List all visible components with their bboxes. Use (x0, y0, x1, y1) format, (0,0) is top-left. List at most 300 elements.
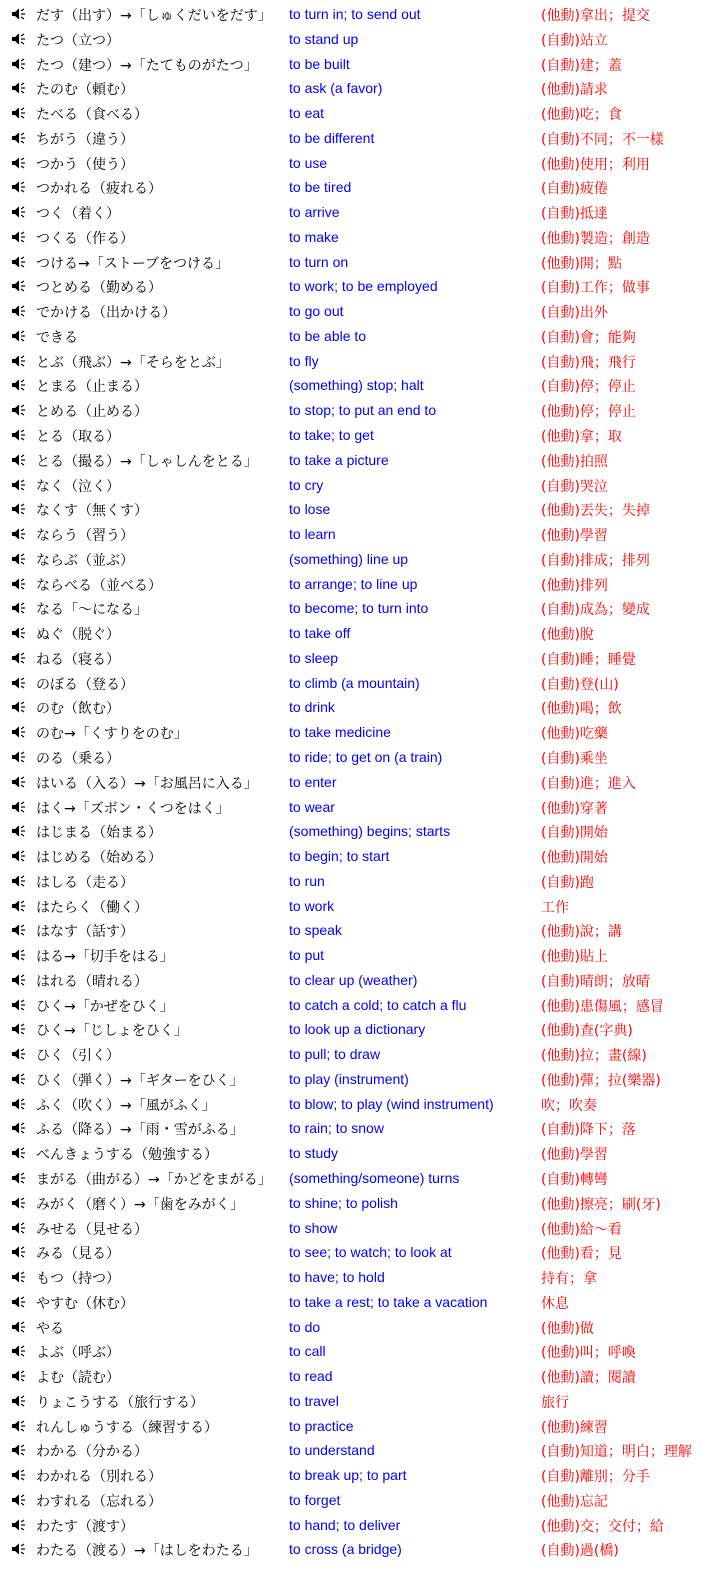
japanese-word: やる (36, 1320, 64, 1337)
english-meaning: to speak (289, 922, 342, 939)
vocab-row (0, 1438, 720, 1463)
japanese-word: つくる（作る） (36, 230, 134, 247)
speaker-icon[interactable] (11, 1245, 27, 1259)
speaker-icon[interactable] (11, 180, 27, 194)
speaker-icon[interactable] (11, 502, 27, 516)
english-meaning: to cross (a bridge) (289, 1541, 402, 1558)
english-meaning: to become; to turn into (289, 600, 429, 617)
chinese-meaning: (他動)開；點 (541, 255, 622, 272)
english-meaning: to take medicine (289, 724, 391, 741)
english-meaning: to run (289, 872, 325, 889)
chinese-meaning: 持有；拿 (541, 1271, 597, 1288)
vocab-row (0, 1315, 720, 1340)
japanese-word: のぼる（登る） (36, 676, 134, 693)
speaker-icon[interactable] (11, 676, 27, 690)
english-meaning: to use (289, 154, 328, 171)
chinese-meaning: (自動)轉彎 (541, 1171, 608, 1188)
chinese-meaning: (他動)請求 (541, 82, 608, 99)
vocab-row (0, 299, 720, 324)
english-meaning: to take a rest; to take a vacation (289, 1293, 488, 1310)
english-meaning: to ask (a favor) (289, 80, 383, 97)
speaker-icon[interactable] (11, 1493, 27, 1507)
chinese-meaning: (他動)排列 (541, 577, 608, 594)
english-meaning: to be tired (289, 179, 352, 196)
chinese-meaning: (自動)登(山) (541, 676, 619, 693)
speaker-icon[interactable] (11, 106, 27, 120)
vocab-row (0, 2, 720, 27)
vocab-row (0, 398, 720, 423)
speaker-icon[interactable] (11, 1221, 27, 1235)
vocab-row (0, 596, 720, 621)
japanese-word: はく→「ズボン・くつをはく」 (36, 800, 230, 817)
english-meaning: to clear up (weather) (289, 971, 418, 988)
english-meaning: to stand up (289, 30, 359, 47)
japanese-word: よぶ（呼ぶ） (36, 1345, 120, 1362)
speaker-icon[interactable] (11, 403, 27, 417)
japanese-word: みがく（磨く）→「歯をみがく」 (36, 1196, 244, 1213)
japanese-word: ちがう（違う） (36, 131, 134, 148)
english-meaning: to wear (289, 798, 335, 815)
english-meaning: to catch a cold; to catch a flu (289, 996, 467, 1013)
japanese-word: やすむ（休む） (36, 1295, 134, 1312)
chinese-meaning: (自動)會；能夠 (541, 329, 636, 346)
japanese-word: でかける（出かける） (36, 305, 176, 322)
speaker-icon[interactable] (11, 7, 27, 21)
english-meaning: to stop; to put an end to (289, 402, 437, 419)
chinese-meaning: (他動)叫；呼喚 (541, 1345, 636, 1362)
speaker-icon[interactable] (11, 1047, 27, 1061)
vocab-row (0, 1092, 720, 1117)
japanese-word: はる→「切手をはる」 (36, 949, 174, 966)
vocab-row (0, 1216, 720, 1241)
japanese-word: ならぶ（並ぶ） (36, 552, 134, 569)
speaker-icon[interactable] (11, 1270, 27, 1284)
chinese-meaning: (他動)拉；畫(線) (541, 1048, 647, 1065)
english-meaning: to do (289, 1318, 321, 1335)
speaker-icon[interactable] (11, 428, 27, 442)
english-meaning: to work; to be employed (289, 278, 438, 295)
speaker-icon[interactable] (11, 1072, 27, 1086)
chinese-meaning: (自動)站立 (541, 32, 608, 49)
japanese-word: ねる（寝る） (36, 651, 120, 668)
english-meaning: to rain; to snow (289, 1120, 384, 1137)
english-meaning: to have; to hold (289, 1269, 385, 1286)
japanese-word: はじめる（始める） (36, 850, 162, 867)
chinese-meaning: (自動)知道；明白；理解 (541, 1444, 692, 1461)
japanese-word: りょこうする（旅行する） (36, 1394, 204, 1411)
speaker-icon[interactable] (11, 750, 27, 764)
japanese-word: ならべる（並べる） (36, 577, 162, 594)
japanese-word: ひく→「じしょをひく」 (36, 1023, 188, 1040)
english-meaning: to cry (289, 476, 324, 493)
japanese-word: わかる（分かる） (36, 1444, 148, 1461)
chinese-meaning: (自動)過(橋) (541, 1543, 619, 1560)
japanese-word: ひく（弾く）→「ギターをひく」 (36, 1072, 244, 1089)
english-meaning: to work (289, 897, 335, 914)
english-meaning: to lose (289, 501, 331, 518)
english-meaning: to take; to get (289, 427, 374, 444)
japanese-word: とる（撮る）→「しゃしんをとる」 (36, 453, 258, 470)
vocab-row (0, 993, 720, 1018)
speaker-icon[interactable] (11, 1196, 27, 1210)
chinese-meaning: (他動)吃；食 (541, 107, 622, 124)
chinese-meaning: (他動)脫 (541, 627, 594, 644)
speaker-icon[interactable] (11, 725, 27, 739)
chinese-meaning: (他動)拿出；提交 (541, 8, 650, 24)
chinese-meaning: (自動)跑 (541, 874, 594, 891)
english-meaning: to pull; to draw (289, 1046, 381, 1063)
speaker-icon[interactable] (11, 775, 27, 789)
speaker-icon[interactable] (11, 1320, 27, 1334)
english-meaning: (something) stop; halt (289, 377, 424, 394)
speaker-icon[interactable] (11, 601, 27, 615)
speaker-icon[interactable] (11, 948, 27, 962)
vocab-row (0, 200, 720, 225)
chinese-meaning: (他動)忘記 (541, 1493, 608, 1510)
japanese-word: つかう（使う） (36, 156, 134, 173)
chinese-meaning: (自動)抵達 (541, 206, 608, 223)
speaker-icon[interactable] (11, 552, 27, 566)
japanese-word: まがる（曲がる）→「かどをまがる」 (36, 1171, 272, 1188)
japanese-word: ひく→「かぜをひく」 (36, 998, 174, 1015)
chinese-meaning: (他動)交；交付；給 (541, 1518, 664, 1535)
vocab-row (0, 1389, 720, 1414)
vocab-row (0, 1116, 720, 1141)
vocab-row (0, 27, 720, 52)
japanese-word: のる（乗る） (36, 750, 120, 767)
vocab-row (0, 225, 720, 250)
japanese-word: たのむ（頼む） (36, 82, 134, 99)
chinese-meaning: (他動)製造；創造 (541, 230, 650, 247)
vocab-row (0, 894, 720, 919)
chinese-meaning: (他動)吃藥 (541, 726, 608, 743)
chinese-meaning: (自動)出外 (541, 305, 608, 322)
chinese-meaning: (他動)學習 (541, 1147, 608, 1164)
english-meaning: to take off (289, 625, 351, 642)
vocab-row (0, 1488, 720, 1513)
speaker-icon[interactable] (11, 626, 27, 640)
speaker-icon[interactable] (11, 1443, 27, 1457)
japanese-word: たつ（立つ） (36, 32, 120, 49)
chinese-meaning: (自動)停；停止 (541, 379, 636, 396)
speaker-icon[interactable] (11, 1394, 27, 1408)
speaker-icon[interactable] (11, 478, 27, 492)
english-meaning: to fly (289, 352, 319, 369)
vocab-row (0, 819, 720, 844)
vocab-row (0, 1265, 720, 1290)
speaker-icon[interactable] (11, 800, 27, 814)
english-meaning: to travel (289, 1392, 339, 1409)
vocab-row (0, 76, 720, 101)
english-meaning: to forget (289, 1491, 341, 1508)
vocab-row (0, 324, 720, 349)
chinese-meaning: (他動)拿；取 (541, 429, 622, 446)
chinese-meaning: (自動)疲倦 (541, 181, 608, 198)
chinese-meaning: 休息 (541, 1295, 569, 1312)
speaker-icon[interactable] (11, 32, 27, 46)
chinese-meaning: (他動)讀；閱讀 (541, 1370, 636, 1387)
japanese-word: なる「～になる」 (36, 602, 148, 619)
english-meaning: to climb (a mountain) (289, 674, 420, 691)
vocab-row (0, 968, 720, 993)
chinese-meaning: (他動)學習 (541, 528, 608, 545)
chinese-meaning: (自動)離別；分手 (541, 1469, 650, 1486)
japanese-word: つかれる（疲れる） (36, 181, 162, 198)
speaker-icon[interactable] (11, 304, 27, 318)
speaker-icon[interactable] (11, 279, 27, 293)
english-meaning: to enter (289, 773, 337, 790)
vocab-row (0, 869, 720, 894)
vocab-row (0, 695, 720, 720)
chinese-meaning: (自動)飛；飛行 (541, 354, 636, 371)
chinese-meaning: (他動)開始 (541, 850, 608, 867)
english-meaning: to study (289, 1145, 339, 1162)
chinese-meaning: (自動)睡；睡覺 (541, 651, 636, 668)
japanese-word: とめる（止める） (36, 404, 148, 421)
japanese-word: わかれる（別れる） (36, 1469, 162, 1486)
japanese-word: たつ（建つ）→「たてものがたつ」 (36, 57, 258, 74)
english-meaning: to arrive (289, 204, 340, 221)
japanese-word: れんしゅうする（練習する） (36, 1419, 218, 1436)
vocab-row (0, 646, 720, 671)
english-meaning: to be built (289, 55, 350, 72)
english-meaning: to make (289, 228, 339, 245)
chinese-meaning: (他動)使用；利用 (541, 156, 650, 173)
vocab-row (0, 1240, 720, 1265)
vocab-row (0, 1463, 720, 1488)
speaker-icon[interactable] (11, 1468, 27, 1482)
vocab-row (0, 671, 720, 696)
chinese-meaning: (自動)哭泣 (541, 478, 608, 495)
english-meaning: to call (289, 1343, 326, 1360)
japanese-word: つける→「ストーブをつける」 (36, 255, 230, 272)
english-meaning: to eat (289, 105, 325, 122)
chinese-meaning: (自動)降下；落 (541, 1122, 636, 1139)
english-meaning: to arrange; to line up (289, 575, 418, 592)
english-meaning: to turn on (289, 253, 349, 270)
speaker-icon[interactable] (11, 1518, 27, 1532)
vocab-row (0, 547, 720, 572)
chinese-meaning: (他動)給～看 (541, 1221, 622, 1238)
vocab-row (0, 101, 720, 126)
english-meaning: to understand (289, 1442, 375, 1459)
japanese-word: ならう（習う） (36, 528, 134, 545)
japanese-word: はなす（話す） (36, 924, 134, 941)
speaker-icon[interactable] (11, 329, 27, 343)
speaker-icon[interactable] (11, 81, 27, 95)
chinese-meaning: 旅行 (541, 1394, 569, 1411)
chinese-meaning: (他動)練習 (541, 1419, 608, 1436)
speaker-icon[interactable] (11, 824, 27, 838)
speaker-icon[interactable] (11, 973, 27, 987)
speaker-icon[interactable] (11, 156, 27, 170)
vocabulary-list (0, 2, 720, 1562)
english-meaning: to hand; to deliver (289, 1516, 401, 1533)
japanese-word: ひく（引く） (36, 1048, 120, 1065)
speaker-icon[interactable] (11, 378, 27, 392)
chinese-meaning: (自動)開始 (541, 825, 608, 842)
speaker-icon[interactable] (11, 205, 27, 219)
chinese-meaning: (自動)晴朗；放晴 (541, 973, 650, 990)
english-meaning: to see; to watch; to look at (289, 1244, 452, 1261)
speaker-icon[interactable] (11, 57, 27, 71)
chinese-meaning: 吹；吹奏 (541, 1097, 597, 1114)
japanese-word: わすれる（忘れる） (36, 1493, 162, 1510)
speaker-icon[interactable] (11, 849, 27, 863)
chinese-meaning: (他動)查(字典) (541, 1023, 633, 1040)
english-meaning: (something/someone) turns (289, 1169, 460, 1186)
speaker-icon[interactable] (11, 527, 27, 541)
speaker-icon[interactable] (11, 1097, 27, 1111)
chinese-meaning: (他動)拍照 (541, 453, 608, 470)
speaker-icon[interactable] (11, 577, 27, 591)
speaker-icon[interactable] (11, 354, 27, 368)
japanese-word: できる (36, 329, 78, 346)
speaker-icon[interactable] (11, 131, 27, 145)
speaker-icon[interactable] (11, 1121, 27, 1135)
vocab-row (0, 250, 720, 275)
speaker-icon[interactable] (11, 874, 27, 888)
chinese-meaning: (他動)看；見 (541, 1246, 622, 1263)
chinese-meaning: (他動)丟失；失掉 (541, 503, 650, 520)
english-meaning: to drink (289, 699, 335, 716)
speaker-icon[interactable] (11, 1369, 27, 1383)
japanese-word: のむ→「くすりをのむ」 (36, 726, 188, 743)
chinese-meaning: (他動)喝；飲 (541, 701, 622, 718)
english-meaning: to sleep (289, 649, 339, 666)
vocab-row (0, 795, 720, 820)
japanese-word: ふく（吹く）→「風がふく」 (36, 1097, 216, 1114)
speaker-icon[interactable] (11, 899, 27, 913)
speaker-icon[interactable] (11, 230, 27, 244)
japanese-word: ふる（降る）→「雨・雪がふる」 (36, 1122, 244, 1139)
english-meaning: to look up a dictionary (289, 1021, 426, 1038)
english-meaning: to practice (289, 1417, 354, 1434)
japanese-word: なく（泣く） (36, 478, 120, 495)
chinese-meaning: (他動)說；講 (541, 924, 622, 941)
chinese-meaning: (自動)乘坐 (541, 750, 608, 767)
vocab-row (0, 373, 720, 398)
english-meaning: to put (289, 947, 325, 964)
vocab-row (0, 1290, 720, 1315)
vocab-row (0, 349, 720, 374)
english-meaning: to play (instrument) (289, 1070, 409, 1087)
chinese-meaning: (他動)患傷風；感冒 (541, 998, 664, 1015)
japanese-word: ぬぐ（脱ぐ） (36, 627, 120, 644)
speaker-icon[interactable] (11, 651, 27, 665)
vocab-row (0, 1067, 720, 1092)
english-meaning: (something) line up (289, 550, 409, 567)
english-meaning: to read (289, 1368, 333, 1385)
english-meaning: to show (289, 1219, 338, 1236)
chinese-meaning: (自動)建；蓋 (541, 57, 622, 74)
chinese-meaning: (自動)不同；不一樣 (541, 131, 664, 148)
english-meaning: (something) begins; starts (289, 823, 451, 840)
japanese-word: みる（見る） (36, 1246, 120, 1263)
japanese-word: つく（着く） (36, 206, 120, 223)
english-meaning: to go out (289, 303, 344, 320)
japanese-word: はじまる（始まる） (36, 825, 162, 842)
vocab-row (0, 844, 720, 869)
japanese-word: よむ（読む） (36, 1370, 120, 1387)
speaker-icon[interactable] (11, 1419, 27, 1433)
japanese-word: はたらく（働く） (36, 899, 148, 916)
chinese-meaning: (自動)工作；做事 (541, 280, 650, 297)
japanese-word: とまる（止まる） (36, 379, 148, 396)
vocab-row (0, 1513, 720, 1538)
speaker-icon[interactable] (11, 1295, 27, 1309)
japanese-word: つとめる（勤める） (36, 280, 162, 297)
vocab-row (0, 175, 720, 200)
english-meaning: to break up; to part (289, 1467, 407, 1484)
japanese-word: とる（取る） (36, 429, 120, 446)
vocab-row (0, 52, 720, 77)
vocab-row (0, 1166, 720, 1191)
chinese-meaning: (他動)貼上 (541, 949, 608, 966)
japanese-word: わたる（渡る）→「はしをわたる」 (36, 1543, 258, 1560)
speaker-icon[interactable] (11, 1171, 27, 1185)
vocab-row (0, 918, 720, 943)
chinese-meaning: (自動)進；進入 (541, 775, 636, 792)
english-meaning: to be able to (289, 327, 367, 344)
japanese-word: だす（出す）→「しゅくだいをだす」 (36, 8, 272, 24)
vocab-row (0, 1141, 720, 1166)
vocab-row (0, 274, 720, 299)
vocab-row (0, 770, 720, 795)
speaker-icon[interactable] (11, 1344, 27, 1358)
chinese-meaning: (他動)穿著 (541, 800, 608, 817)
english-meaning: to ride; to get on (a train) (289, 748, 443, 765)
english-meaning: to take a picture (289, 451, 389, 468)
japanese-word: はいる（入る）→「お風呂に入る」 (36, 775, 258, 792)
english-meaning: to be different (289, 129, 375, 146)
speaker-icon[interactable] (11, 1022, 27, 1036)
speaker-icon[interactable] (11, 1542, 27, 1556)
chinese-meaning: 工作 (541, 899, 569, 916)
speaker-icon[interactable] (11, 255, 27, 269)
vocab-row (0, 1537, 720, 1562)
speaker-icon[interactable] (11, 1146, 27, 1160)
english-meaning: to begin; to start (289, 848, 390, 865)
japanese-word: はれる（晴れる） (36, 973, 148, 990)
english-meaning: to blow; to play (wind instrument) (289, 1095, 494, 1112)
vocab-row (0, 1364, 720, 1389)
vocab-row (0, 943, 720, 968)
vocab-row (0, 621, 720, 646)
english-meaning: to shine; to polish (289, 1194, 398, 1211)
speaker-icon[interactable] (11, 700, 27, 714)
speaker-icon[interactable] (11, 453, 27, 467)
vocab-row (0, 126, 720, 151)
japanese-word: とぶ（飛ぶ）→「そらをとぶ」 (36, 354, 230, 371)
vocab-row (0, 473, 720, 498)
vocab-row (0, 522, 720, 547)
japanese-word: たべる（食べる） (36, 107, 148, 124)
vocab-row (0, 745, 720, 770)
chinese-meaning: (他動)擦亮；刷(牙) (541, 1196, 661, 1213)
speaker-icon[interactable] (11, 923, 27, 937)
chinese-meaning: (他動)停；停止 (541, 404, 636, 421)
chinese-meaning: (他動)彈；拉(樂器) (541, 1072, 661, 1089)
japanese-word: みせる（見せる） (36, 1221, 148, 1238)
vocab-row (0, 1017, 720, 1042)
vocab-row (0, 423, 720, 448)
speaker-icon[interactable] (11, 998, 27, 1012)
english-meaning: to turn in; to send out (289, 6, 421, 22)
vocab-row (0, 1042, 720, 1067)
vocab-row (0, 1414, 720, 1439)
vocab-row (0, 1339, 720, 1364)
